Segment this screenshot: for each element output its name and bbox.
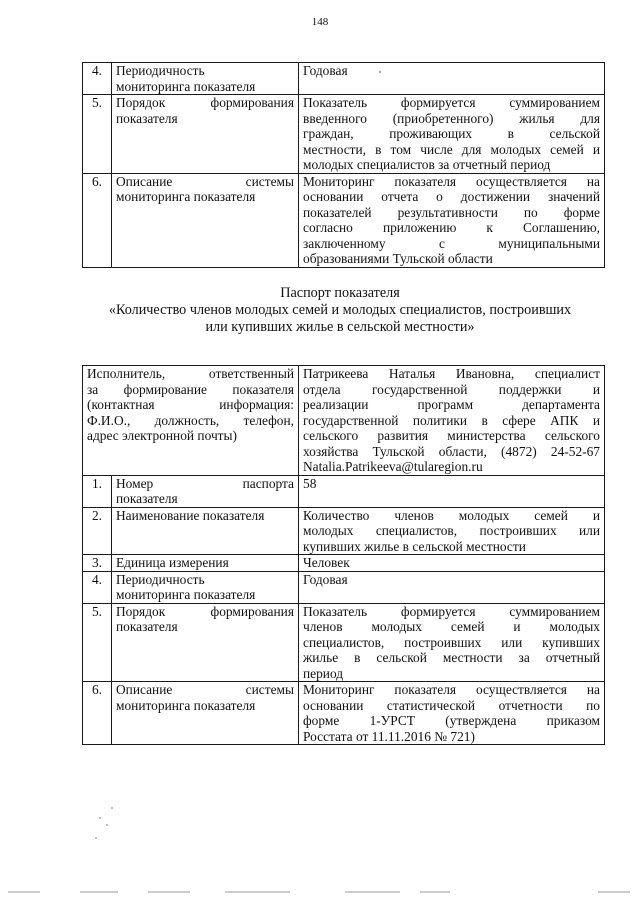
text-line: местности, в том числе для молодых семей и [303,141,600,157]
text-line: реализации программ департамента [303,397,600,412]
row-number: 3. [83,555,112,572]
row-label [112,682,299,745]
text-line: мониторинга показателя [116,78,256,94]
text-line: Годовая [303,63,348,78]
text-line: согласно приложению к Соглашению, [303,220,600,235]
text-line: Показатель формируется суммированием [303,95,600,110]
row-label [112,475,299,507]
row-number: 6. [83,682,112,745]
text-line: молодых специалистов за отчетный период [303,157,551,172]
responsible-person-label [83,366,299,476]
text-line: показателя [116,491,178,506]
row-number: 5. [83,95,112,174]
text-line: мониторинга показателя [116,697,256,713]
passport-header-row [83,366,605,476]
text-line: образованиями Тульской области [303,251,493,266]
table-row [83,571,605,603]
text-line: период [303,665,344,681]
text-line: основании отчета о достижении значений [303,189,600,204]
table-row [83,555,605,572]
row-label [112,555,299,572]
text-line: Мониторинг показателя осуществляется на [303,682,600,697]
text-line: государственной политики в сфере АПК и [303,412,600,428]
table-row [83,63,605,95]
row-number: 1. [83,475,112,507]
text-line: членов молодых семей и молодых [303,619,600,634]
text-line: показателя [116,619,178,634]
text-line: хозяйства Тульской области, (4872) 24-52-67 [303,443,600,459]
text-line: Росстата от 11.11.2016 № 721) [303,728,475,744]
row-label [112,63,299,95]
text-line: основании статистической отчетности по [303,697,600,713]
text-line: адрес электронной почты) [87,428,237,443]
text-line: 58 [303,475,317,491]
text-line: заключенному с муниципальными [303,235,600,251]
text-line: мониторинга показателя [116,587,256,602]
text-line: Порядок формирования [116,95,294,110]
text-line: специалистов, построивших или купивших [303,634,600,650]
text-line: Периодичность [116,571,205,587]
table-row [83,507,605,555]
text-line: Описание системы [116,682,294,697]
table-row [83,682,605,745]
text-line: сельского развития министерства сельского [303,428,600,443]
indicator-table-continued [82,62,605,268]
row-number: 5. [83,603,112,682]
table-row [83,173,605,267]
text-line: форме 1-УРСТ (утверждена приказом [303,713,600,728]
row-value [299,603,605,682]
text-line: показателей результативности по форме [303,204,600,220]
passport-indicator-name-line2: или купивших жилье в сельской местности» [205,319,475,335]
text-line: Показатель формируется суммированием [303,603,600,619]
text-line: показателя [116,110,178,126]
text-line: граждан, проживающих в сельской [303,126,600,141]
table-row [83,603,605,682]
text-line: Natalia.Patrikeeva@tularegion.ru [303,459,483,474]
text-line: Номер паспорта [116,475,294,491]
text-line: введенного (приобретенного) жилья для [303,110,600,126]
text-line: Периодичность [116,63,205,78]
text-line: Наименование показателя [116,507,265,523]
row-number: 4. [83,63,112,95]
text-line: Человек [303,555,350,570]
text-line: отдела государственной поддержки и [303,381,600,397]
row-value [299,571,605,603]
row-value [299,682,605,745]
row-value [299,475,605,507]
text-line: Ф.И.О., должность, телефон, [87,412,294,428]
row-label [112,603,299,682]
passport-heading: Паспорт показателя [280,285,400,301]
table-row [83,475,605,507]
text-line: Порядок формирования [116,603,294,619]
passport-title [70,285,610,336]
row-value [299,173,605,267]
text-line: купивших жилье в сельской местности [303,538,526,554]
text-line: молодых специалистов, построивших или [303,523,600,538]
row-number: 2. [83,507,112,555]
row-number: 4. [83,571,112,603]
row-value [299,507,605,555]
row-label [112,571,299,603]
row-label [112,95,299,174]
text-line: Исполнитель, ответственный [87,366,294,381]
table-row [83,95,605,174]
row-value [299,63,605,95]
text-line: Мониторинг показателя осуществляется на [303,173,600,189]
passport-indicator-name-line1: «Количество членов молодых семей и молодых специалистов, построивших [108,302,572,318]
text-line: Описание системы [116,173,294,189]
passport-table [82,365,605,745]
text-line: мониторинга показателя [116,189,256,204]
row-label [112,173,299,267]
row-number: 6. [83,173,112,267]
text-line: Единица измерения [116,555,229,570]
row-value [299,95,605,174]
responsible-person-value [299,366,605,476]
page-number: 148 [311,16,329,28]
row-label [112,507,299,555]
text-line: (контактная информация: [87,397,294,412]
text-line: Количество членов молодых семей и [303,507,600,523]
text-line: за формирование показателя [87,381,294,397]
row-value [299,555,605,572]
text-line: Патрикеева Наталья Ивановна, специалист [303,366,600,381]
text-line: жилье в сельской местности за отчетный [303,650,600,665]
text-line: Годовая [303,571,348,587]
